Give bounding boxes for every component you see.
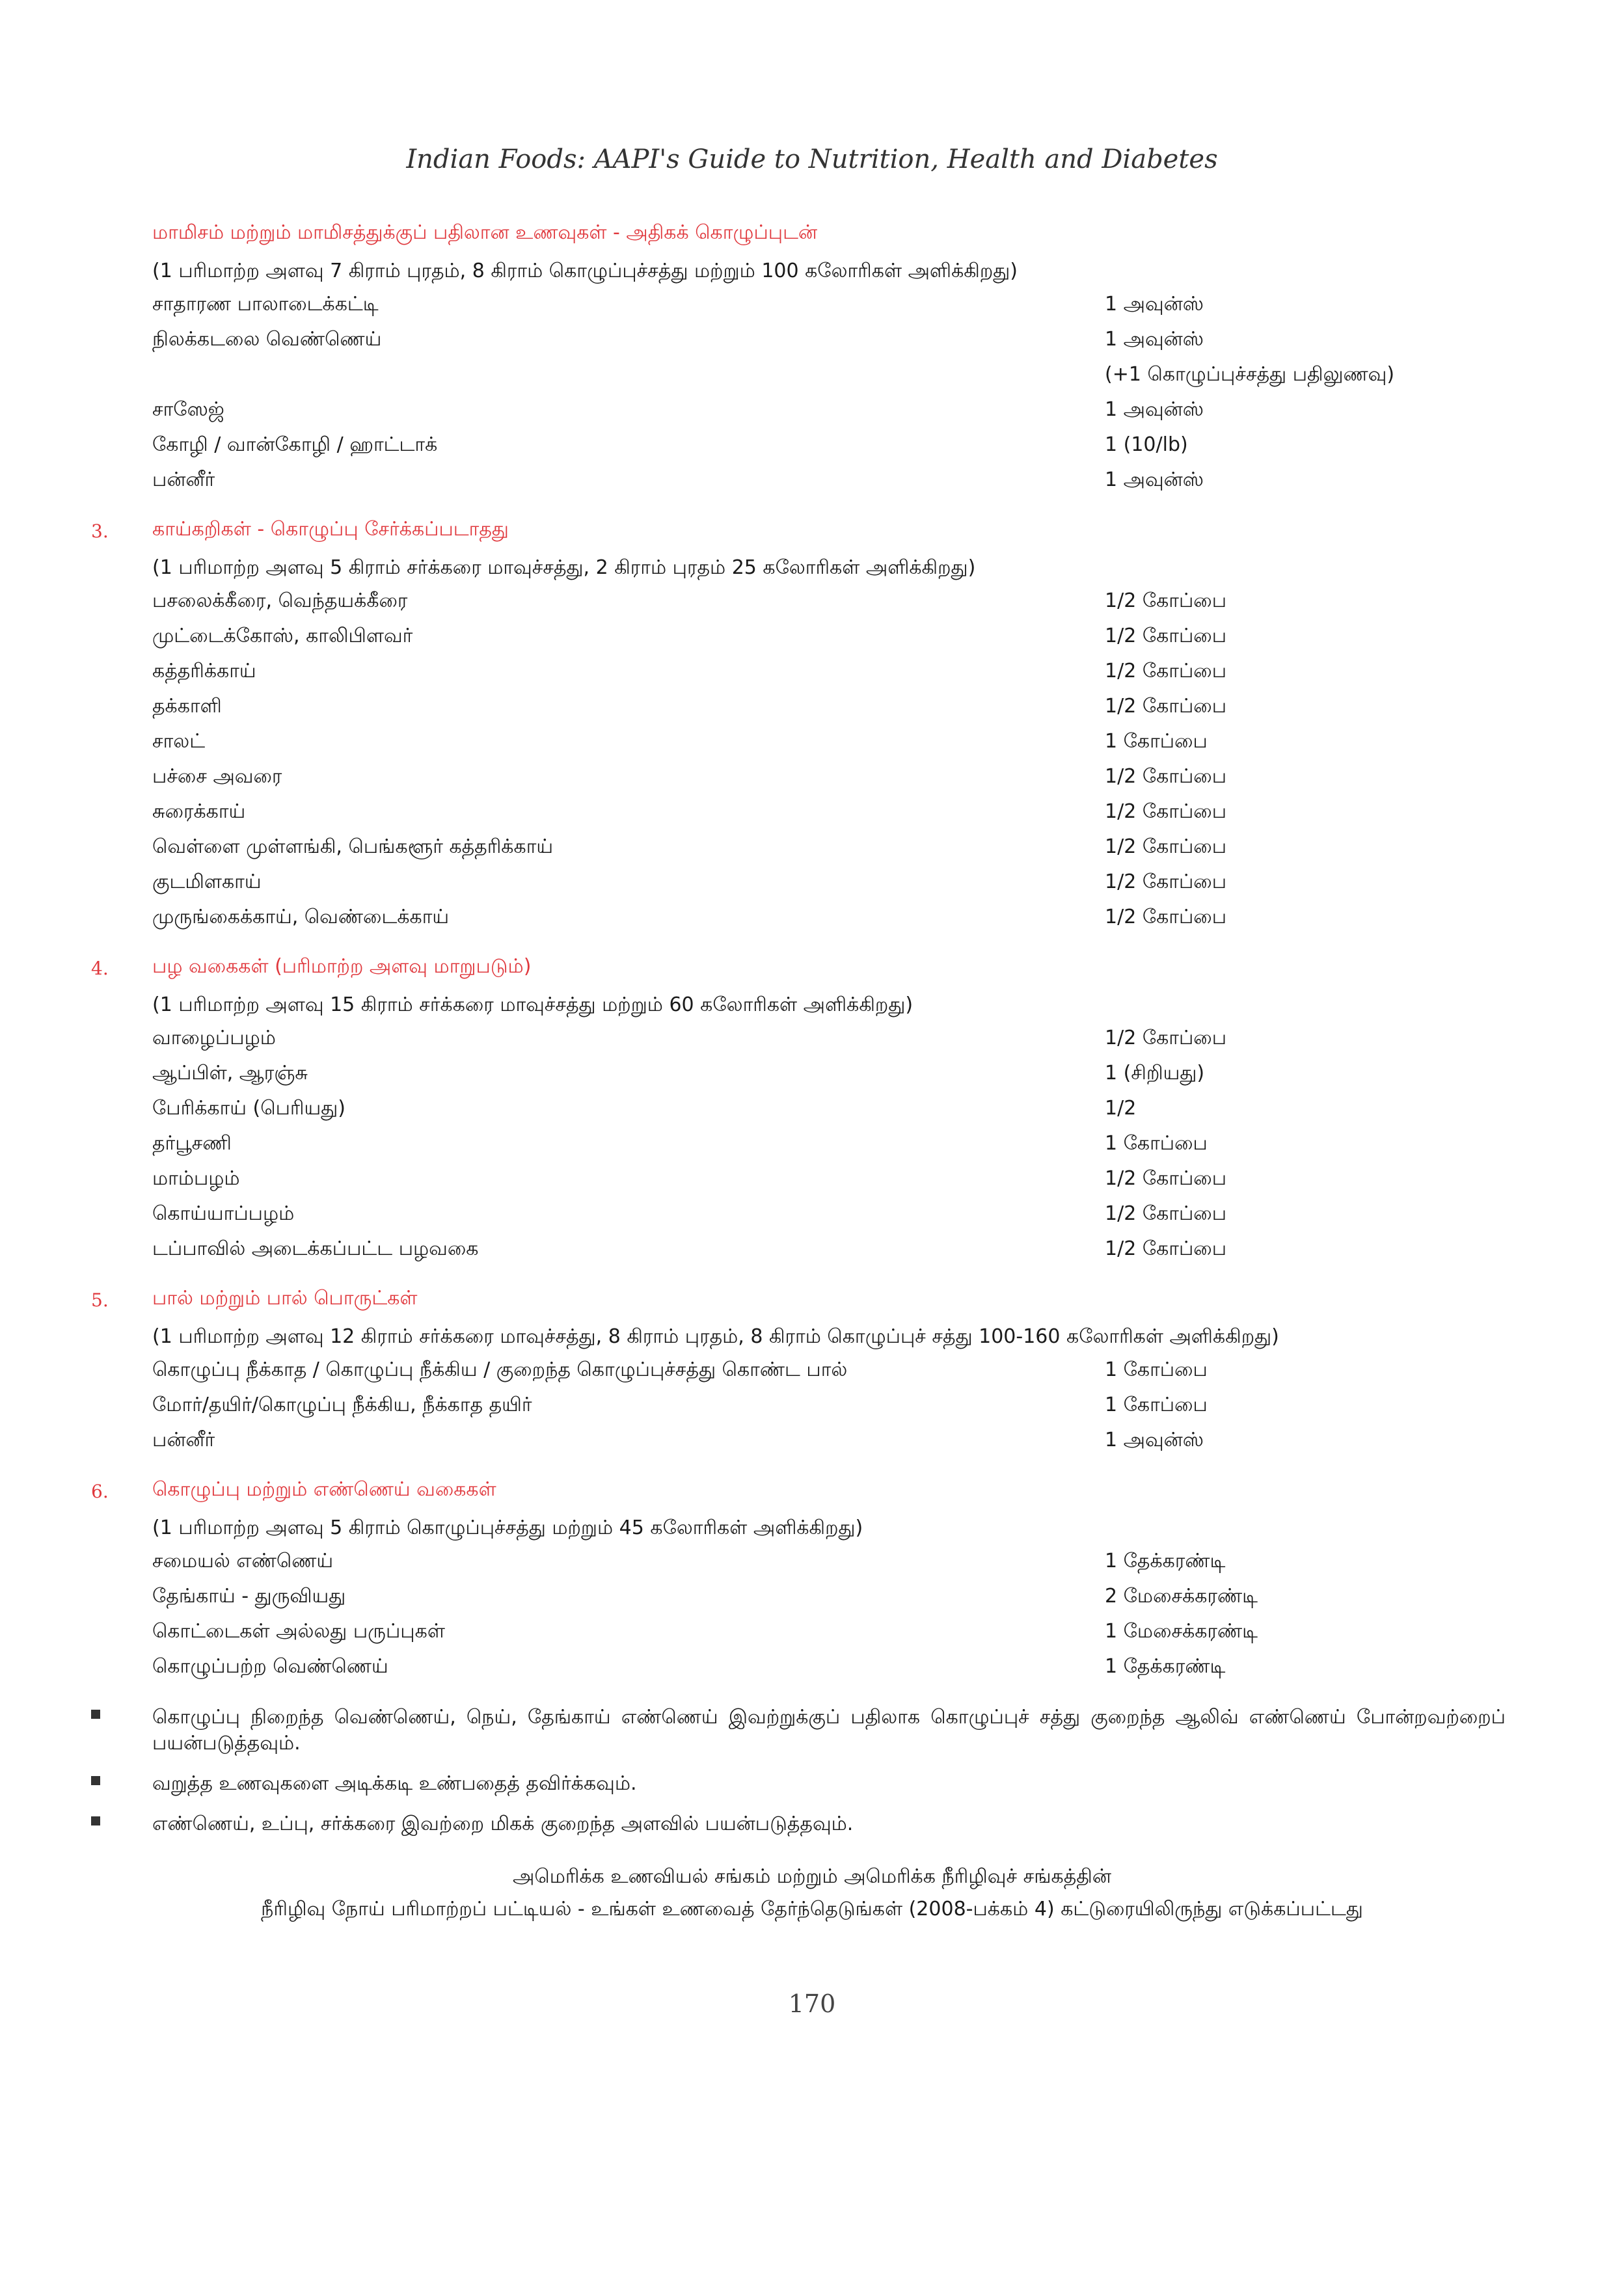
tip-item	[91, 1771, 1536, 1797]
tip-text: வறுத்த உணவுகளை அடிக்கடி உண்பதைத் தவிர்க்கவும்.	[152, 1772, 637, 1795]
food-name: கொட்டைகள் அல்லது பருப்புகள்	[152, 1620, 445, 1643]
serving-size: 2 மேசைக்கரண்டி	[1105, 1585, 1258, 1608]
serving-size: 1 கோப்பை	[1105, 1358, 1208, 1381]
content	[91, 221, 1536, 1852]
serving-size: 1/2 கோப்பை	[1105, 870, 1227, 893]
section-title: காய்கறிகள் - கொழுப்பு சேர்க்கப்படாதது	[152, 518, 509, 541]
section-note: (1 பரிமாற்ற அளவு 12 கிராம் சர்க்கரை மாவுச்சத்து, 8 கிராம் புரதம், 8 கிராம் கொழுப்புச் சத்து 100-160 கலோரிகள் அளிக்கிறது)	[152, 1325, 1279, 1348]
food-name: தேங்காய் - துருவியது	[152, 1585, 346, 1608]
food-row	[91, 289, 1536, 324]
food-name: பன்னீர்	[152, 1429, 215, 1451]
serving-size: 1 மேசைக்கரண்டி	[1105, 1620, 1258, 1643]
section-note: (1 பரிமாற்ற அளவு 15 கிராம் சர்க்கரை மாவுச்சத்து மற்றும் 60 கலோரிகள் அளிக்கிறது)	[152, 993, 914, 1016]
food-name: ஆப்பிள், ஆரஞ்சு	[152, 1062, 308, 1084]
serving-size: 1 அவுன்ஸ்	[1105, 293, 1204, 316]
exchange-section	[91, 1478, 1536, 1686]
food-name: சாலட்	[152, 730, 206, 753]
food-name: டப்பாவில் அடைக்கப்பட்ட பழவகை	[152, 1237, 479, 1260]
food-row	[91, 1616, 1536, 1651]
serving-size: 1/2 கோப்பை	[1105, 835, 1227, 858]
food-row	[91, 761, 1536, 796]
section-heading	[91, 1287, 1536, 1319]
food-name: நிலக்கடலை வெண்ணெய்	[152, 328, 382, 351]
food-row	[91, 1581, 1536, 1616]
serving-size: 1 (சிறியது)	[1105, 1062, 1205, 1084]
serving-size: 1/2 கோப்பை	[1105, 1027, 1227, 1049]
serving-size: 1/2 கோப்பை	[1105, 765, 1227, 788]
section-title: கொழுப்பு மற்றும் எண்ணெய் வகைகள்	[152, 1478, 496, 1501]
food-row	[91, 796, 1536, 831]
food-row	[91, 1058, 1536, 1093]
serving-size: 1/2 கோப்பை	[1105, 589, 1227, 612]
food-name: தர்பூசணி	[152, 1132, 232, 1155]
food-name: கொழுப்பற்ற வெண்ணெய்	[152, 1655, 388, 1678]
source-note	[0, 1861, 1624, 1926]
serving-size: 1 அவுன்ஸ்	[1105, 468, 1204, 491]
food-name: கோழி / வான்கோழி / ஹாட்டாக்	[152, 433, 438, 456]
source-note-line: நீரிழிவு நோய் பரிமாற்றப் பட்டியல் - உங்கள் உணவைத் தேர்ந்தெடுங்கள் (2008-பக்கம் 4) கட்டுரையிலிருந்து எடுக்கப்பட்டது	[261, 1898, 1363, 1920]
exchange-section	[91, 955, 1536, 1269]
food-row	[91, 621, 1536, 656]
serving-size: 1/2 கோப்பை	[1105, 1167, 1227, 1190]
food-row	[91, 726, 1536, 761]
food-row	[91, 1651, 1536, 1686]
food-name: வாழைப்பழம்	[152, 1027, 276, 1049]
section-number: 4.	[91, 958, 109, 979]
food-name: மாம்பழம்	[152, 1167, 240, 1190]
section-heading	[91, 1478, 1536, 1511]
section-note: (1 பரிமாற்ற அளவு 5 கிராம் சர்க்கரை மாவுச்சத்து, 2 கிராம் புரதம் 25 கலோரிகள் அளிக்கிறது)	[152, 556, 976, 579]
section-heading	[91, 518, 1536, 550]
food-name: சாதாரண பாலாடைக்கட்டி	[152, 293, 379, 316]
page-title: Indian Foods: AAPI's Guide to Nutrition, Health and Diabetes	[406, 144, 1218, 174]
food-row	[91, 1233, 1536, 1269]
serving-size: 1 (10/lb)	[1105, 433, 1188, 456]
food-name: மோர்/தயிர்/கொழுப்பு நீக்கிய, நீக்காத தயிர்	[152, 1394, 532, 1416]
source-note-line: அமெரிக்க உணவியல் சங்கம் மற்றும் அமெரிக்க நீரிழிவுச் சங்கத்தின்	[513, 1865, 1111, 1888]
exchange-section	[91, 518, 1536, 937]
food-name: தக்காளி	[152, 695, 222, 718]
food-name: குடமிளகாய்	[152, 870, 262, 893]
food-row	[91, 1546, 1536, 1581]
food-row	[91, 586, 1536, 621]
tip-text: எண்ணெய், உப்பு, சர்க்கரை இவற்றை மிகக் குறைந்த அளவில் பயன்படுத்தவும்.	[152, 1812, 854, 1835]
section-heading	[91, 221, 1536, 254]
food-row	[91, 465, 1536, 500]
food-name: முட்டைக்கோஸ், காலிபிளவர்	[152, 625, 413, 647]
food-row	[91, 1023, 1536, 1058]
serving-size: 1 கோப்பை	[1105, 1394, 1208, 1416]
food-name: கொழுப்பு நீக்காத / கொழுப்பு நீக்கிய / குறைந்த கொழுப்புச்சத்து கொண்ட பால்	[152, 1358, 848, 1381]
food-row	[91, 429, 1536, 465]
serving-size: 1/2 கோப்பை	[1105, 1237, 1227, 1260]
tip-item	[91, 1704, 1536, 1757]
food-row	[91, 656, 1536, 691]
section-heading	[91, 955, 1536, 988]
serving-size: 1 தேக்கரண்டி	[1105, 1655, 1226, 1678]
food-name: பச்சை அவரை	[152, 765, 282, 788]
food-name: முருங்கைக்காய், வெண்டைக்காய்	[152, 906, 450, 928]
exchange-section	[91, 1287, 1536, 1460]
food-row	[91, 1425, 1536, 1460]
serving-size: 1 தேக்கரண்டி	[1105, 1550, 1226, 1572]
section-title: பழ வகைகள் (பரிமாற்ற அளவு மாறுபடும்)	[152, 955, 532, 978]
serving-size: 1/2 கோப்பை	[1105, 906, 1227, 928]
serving-note: (+1 கொழுப்புச்சத்து பதிலுணவு)	[1105, 363, 1395, 386]
serving-size: 1 கோப்பை	[1105, 1132, 1208, 1155]
food-row	[91, 394, 1536, 429]
serving-size: 1 அவுன்ஸ்	[1105, 398, 1204, 421]
section-title: மாமிசம் மற்றும் மாமிசத்துக்குப் பதிலான உணவுகள் - அதிகக் கொழுப்புடன்	[152, 221, 818, 244]
tip-item	[91, 1811, 1536, 1837]
serving-size: 1/2 கோப்பை	[1105, 695, 1227, 718]
food-row	[91, 1093, 1536, 1128]
serving-size: 1/2 கோப்பை	[1105, 625, 1227, 647]
section-number: 6.	[91, 1481, 109, 1502]
section-note: (1 பரிமாற்ற அளவு 7 கிராம் புரதம், 8 கிராம் கொழுப்புச்சத்து மற்றும் 100 கலோரிகள் அளிக்கிறது)	[152, 260, 1018, 282]
serving-size: 1/2 கோப்பை	[1105, 1202, 1227, 1225]
serving-size: 1 அவுன்ஸ்	[1105, 1429, 1204, 1451]
serving-size: 1/2 கோப்பை	[1105, 800, 1227, 823]
food-name: கொய்யாப்பழம்	[152, 1202, 295, 1225]
food-name: வெள்ளை முள்ளங்கி, பெங்களூர் கத்தரிக்காய்	[152, 835, 554, 858]
food-row	[91, 831, 1536, 867]
food-name: சுரைக்காய்	[152, 800, 246, 823]
food-name: பசலைக்கீரை, வெந்தயக்கீரை	[152, 589, 408, 612]
serving-size: 1/2 கோப்பை	[1105, 660, 1227, 682]
bullet-icon	[91, 1710, 100, 1719]
food-row	[91, 1354, 1536, 1390]
serving-size: 1/2	[1105, 1097, 1137, 1120]
food-name: கத்தரிக்காய்	[152, 660, 256, 682]
food-row	[91, 1128, 1536, 1163]
section-note: (1 பரிமாற்ற அளவு 5 கிராம் கொழுப்புச்சத்து மற்றும் 45 கலோரிகள் அளிக்கிறது)	[152, 1516, 863, 1539]
exchange-section	[91, 221, 1536, 500]
food-row	[91, 1390, 1536, 1425]
section-title: பால் மற்றும் பால் பொருட்கள்	[152, 1287, 418, 1310]
bullet-icon	[91, 1776, 100, 1785]
section-number: 5.	[91, 1289, 109, 1311]
page-number: 170	[788, 1989, 836, 2018]
food-name: சாஸேஜ்	[152, 398, 224, 421]
bullet-icon	[91, 1816, 100, 1825]
tips-list	[91, 1704, 1536, 1837]
food-row	[91, 1198, 1536, 1233]
food-row	[91, 691, 1536, 726]
serving-size: 1 கோப்பை	[1105, 730, 1208, 753]
food-name: சமையல் எண்ணெய்	[152, 1550, 334, 1572]
food-row	[91, 1163, 1536, 1198]
food-row	[91, 867, 1536, 902]
food-row	[91, 902, 1536, 937]
food-row	[91, 324, 1536, 394]
food-name: பன்னீர்	[152, 468, 215, 491]
tip-text: கொழுப்பு நிறைந்த வெண்ணெய், நெய், தேங்காய் எண்ணெய் இவற்றுக்குப் பதிலாக கொழுப்புச் சத்து குறைந்த ஆலிவ் எண்ணெய் போன்றவற்றைப் பயன்படுத்தவும்.	[152, 1706, 1506, 1755]
serving-size: 1 அவுன்ஸ்	[1105, 328, 1204, 351]
section-number: 3.	[91, 520, 109, 542]
food-name: பேரிக்காய் (பெரியது)	[152, 1097, 345, 1120]
